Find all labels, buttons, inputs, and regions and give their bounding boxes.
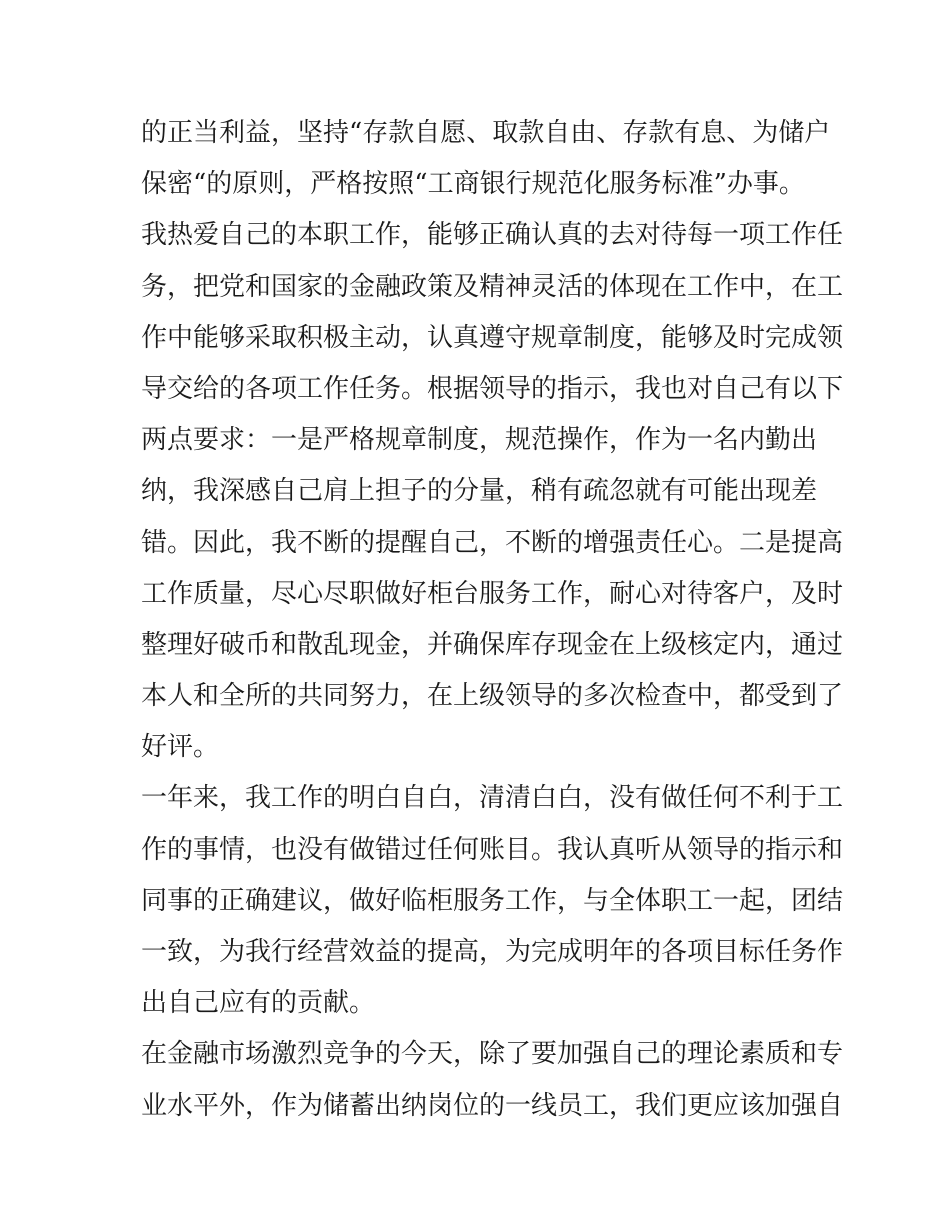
text-line: 纳，我深感自己肩上担子的分量，稍有疏忽就有可能出现差	[141, 476, 818, 507]
text-line: 同事的正确建议，做好临柜服务工作，与全体职工一起，团结	[141, 885, 844, 916]
body-text	[141, 108, 844, 1132]
text-line: 的正当利益，坚持“存款自愿、取款自由、存款有息、为储户	[141, 118, 831, 148]
text-line: 整理好破币和散乱现金，并确保库存现金在上级核定内，通过	[141, 629, 844, 660]
text-line: 一致，为我行经营效益的提高，为完成明年的各项目标任务作	[141, 937, 844, 967]
text-line: 作中能够采取积极主动，认真遵守规章制度，能够及时完成领	[141, 322, 844, 353]
text-line: 一年来，我工作的明白自白，清清白白，没有做任何不利于工	[141, 783, 844, 814]
text-line: 作的事情，也没有做错过任何账目。我认真听从领导的指示和	[141, 834, 844, 865]
text-line: 出自己应有的贡献。	[141, 988, 376, 1019]
text-line: 好评。	[141, 732, 220, 763]
text-line: 务，把党和国家的金融政策及精神灵活的体现在工作中，在工	[141, 271, 844, 302]
text-line: 业水平外，作为储蓄出纳岗位的一线员工，我们更应该加强自	[141, 1090, 844, 1121]
text-line: 导交给的各项工作任务。根据领导的指示，我也对自己有以下	[141, 373, 844, 404]
text-line: 保密“的原则，严格按照“工商银行规范化服务标准”办事。	[141, 169, 805, 200]
text-line: 在金融市场激烈竞争的今天，除了要加强自己的理论素质和专	[141, 1039, 844, 1070]
text-line: 两点要求：一是严格规章制度，规范操作，作为一名内勤出	[141, 425, 818, 456]
text-line: 错。因此，我不断的提醒自己，不断的增强责任心。二是提高	[141, 527, 844, 558]
text-line: 工作质量，尽心尽职做好柜台服务工作，耐心对待客户，及时	[141, 578, 844, 609]
text-line: 我热爱自己的本职工作，能够正确认真的去对待每一项工作任	[141, 220, 844, 251]
text-line: 本人和全所的共同努力，在上级领导的多次检查中，都受到了	[141, 681, 844, 712]
